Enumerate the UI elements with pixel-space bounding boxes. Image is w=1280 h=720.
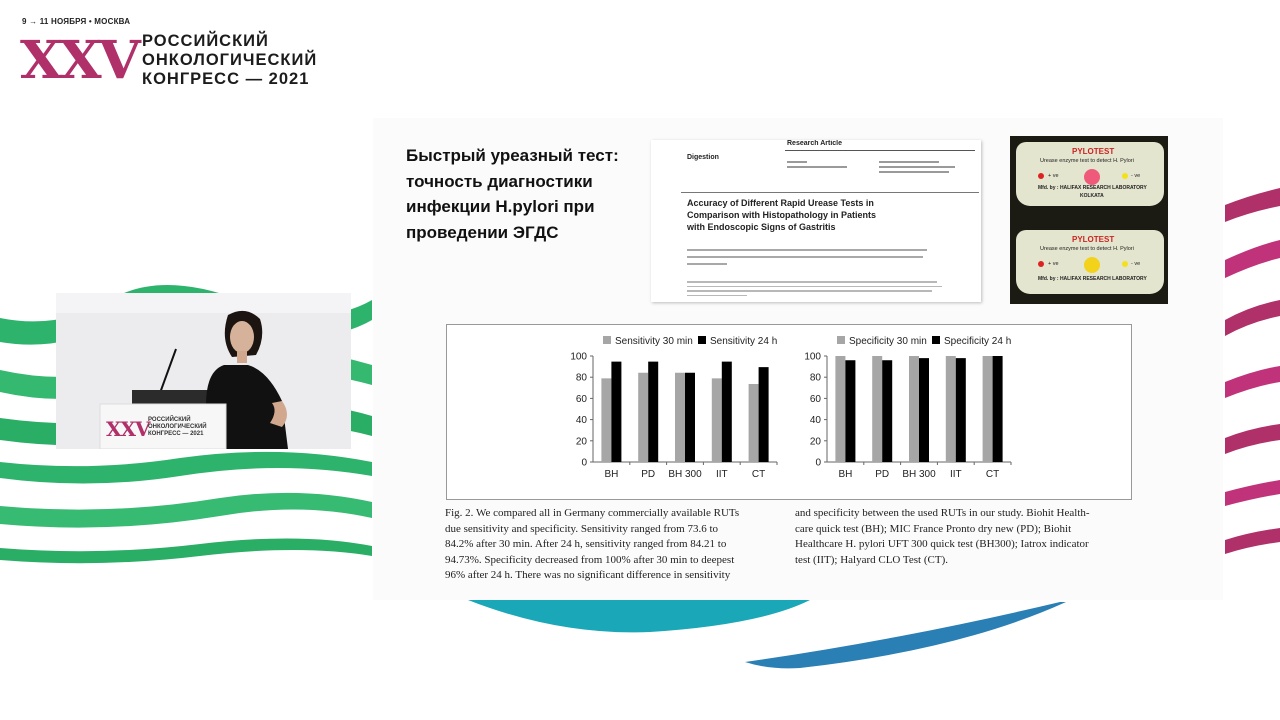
chart-1-legend-label-2: Sensitivity 24 h xyxy=(710,336,778,347)
caption-left-line-2: due sensitivity and specificity. Sensitivity ranged from 73.6 to xyxy=(445,522,719,535)
caption-right-line-3: Healthcare H. pylori UFT 300 quick test (BH300); Iatrox indicator xyxy=(795,538,1089,550)
caption-right-line-1: and specificity between the used RUTs in our study. Biohit Health- xyxy=(795,507,1090,519)
pylotest-maker-2: Mfd. by : HALIFAX RESEARCH LABORATORY xyxy=(1038,276,1147,282)
chart-1-bar-1-pd xyxy=(638,373,648,462)
event-date: 9 → 11 НОЯБРЯ • МОСКВА xyxy=(22,17,131,26)
article-journal: Digestion xyxy=(687,154,719,161)
chart-2-bar-2-pd xyxy=(882,360,892,462)
lectern-title-line-3: КОНГРЕСС — 2021 xyxy=(148,431,204,437)
slide-title-line-4: проведении ЭГДС xyxy=(406,222,559,242)
negative-label-2: - ve xyxy=(1131,261,1141,267)
positive-label-2: + ve xyxy=(1048,261,1059,267)
chart-2-bar-2-bh300 xyxy=(919,358,929,462)
chart-1-bar-2-bh300 xyxy=(685,373,695,462)
lectern-title-line-2: ОНКОЛОГИЧЕСКИЙ xyxy=(148,424,207,430)
article-rule xyxy=(785,150,975,151)
article-type: Research Article xyxy=(787,140,842,147)
congress-title-line-3: КОНГРЕСС — 2021 xyxy=(142,70,310,88)
chart-1-x-tick-label: CT xyxy=(751,469,766,480)
congress-title-line-1: РОССИЙСКИЙ xyxy=(142,32,269,50)
article-thumbnail xyxy=(651,140,981,302)
lectern-title xyxy=(148,417,207,438)
chart-1-legend-label-1: Sensitivity 30 min xyxy=(615,336,693,347)
pylotest-brand: PYLOTEST xyxy=(1072,147,1115,156)
chart-1-bar-2-ct xyxy=(759,367,769,462)
positive-dot-icon-2 xyxy=(1038,261,1044,267)
chart-2-legend-swatch-1 xyxy=(837,336,845,344)
article-rule-2 xyxy=(681,192,979,193)
caption-right-line-4: test (IIT); Halyard CLO Test (CT). xyxy=(795,553,948,566)
chart-1-bar-1-iit xyxy=(712,378,722,462)
chart-2-legend-label-2: Specificity 24 h xyxy=(944,336,1012,347)
caption-left xyxy=(445,506,785,584)
pylotest-photo xyxy=(1010,136,1168,304)
presentation-slide xyxy=(373,118,1223,600)
chart-2-legend-label-1: Specificity 30 min xyxy=(849,336,927,347)
chart-2-y-tick-label: 100 xyxy=(804,351,821,363)
chart-1-legend-swatch-2 xyxy=(698,336,706,344)
article-dates xyxy=(879,158,959,176)
pylotest-brand-2: PYLOTEST xyxy=(1072,235,1115,244)
chart-2-x-tick-label: BH xyxy=(838,469,853,480)
article-title xyxy=(687,197,876,233)
pylotest-city: KOLKATA xyxy=(1080,193,1104,199)
congress-logo: XXV xyxy=(20,30,138,91)
chart-2-x-tick-label: IIT xyxy=(949,469,962,480)
chart-1-bar-2-iit xyxy=(722,362,732,462)
article-title-line-2: Comparison with Histopathology in Patients xyxy=(687,210,877,220)
slide-title-line-3: инфекции H.pylori при xyxy=(406,197,595,216)
chart-1-x-tick-label: PD xyxy=(641,469,656,480)
slide-title xyxy=(406,143,656,245)
test-well-yellow-icon xyxy=(1084,257,1100,273)
article-meta xyxy=(787,158,857,171)
pylotest-instruction: Urease enzyme test to detect H. Pylori xyxy=(1040,158,1134,164)
chart-1-x-tick-label: BH xyxy=(604,469,619,480)
chart-1-legend-swatch-1 xyxy=(603,336,611,344)
speaker-video xyxy=(56,293,351,449)
chart-2-bar-1-ct xyxy=(983,356,993,462)
caption-left-line-4: 94.73%. Specificity decreased from 100% after 30 min to deepest xyxy=(445,553,735,566)
chart-2-bar-1-bh xyxy=(835,356,845,462)
pylotest-maker: Mfd. by : HALIFAX RESEARCH LABORATORY xyxy=(1038,185,1147,191)
article-title-line-1: Accuracy of Different Rapid Urease Tests in xyxy=(687,198,874,208)
chart-1-x-tick-label: IIT xyxy=(715,469,728,480)
chart-2-bar-2-ct xyxy=(993,356,1003,462)
positive-label: + ve xyxy=(1048,173,1059,179)
chart-1-y-tick-label: 100 xyxy=(570,351,587,363)
chart-2-bar-2-iit xyxy=(956,358,966,462)
chart-1-x-tick-label: BH 300 xyxy=(668,469,702,480)
article-title-line-3: with Endoscopic Signs of Gastritis xyxy=(687,222,836,232)
chart-1-y-tick-label: 0 xyxy=(581,457,587,469)
positive-dot-icon xyxy=(1038,173,1044,179)
chart-2-x-tick-label: BH 300 xyxy=(902,469,936,480)
bar-charts xyxy=(447,325,1131,499)
slide-title-line-2: точность диагностики xyxy=(406,171,593,191)
negative-dot-icon xyxy=(1122,173,1128,179)
chart-1-bar-1-bh xyxy=(601,378,611,462)
chart-1-bar-1-bh300 xyxy=(675,373,685,462)
lectern-logo: XXV xyxy=(106,417,150,441)
negative-label: - ve xyxy=(1131,173,1141,179)
chart-1-bar-2-pd xyxy=(648,362,658,462)
chart-2-x-tick-label: CT xyxy=(985,469,1000,480)
test-well-pink-icon xyxy=(1084,169,1100,185)
chart-2-y-tick-label: 80 xyxy=(809,372,821,384)
chart-2-bar-2-bh xyxy=(845,360,855,462)
caption-left-line-1: Fig. 2. We compared all in Germany commercially available RUTs xyxy=(445,507,740,519)
chart-1-bar-2-bh xyxy=(611,362,621,462)
caption-left-line-3: 84.2% after 30 min. After 24 h, sensitivity ranged from 84.21 to xyxy=(445,538,727,550)
pylotest-strip-1 xyxy=(1016,142,1164,206)
pylotest-instruction-2: Urease enzyme test to detect H. Pylori xyxy=(1040,246,1134,252)
chart-2-legend-swatch-2 xyxy=(932,336,940,344)
chart-2-y-tick-label: 20 xyxy=(809,436,821,448)
chart-1-y-tick-label: 80 xyxy=(575,372,587,384)
chart-1-bar-1-ct xyxy=(749,384,759,462)
congress-title xyxy=(142,32,317,89)
congress-title-line-2: ОНКОЛОГИЧЕСКИЙ xyxy=(142,51,318,69)
caption-left-line-5: 96% after 24 h. There was no significant difference in sensitivity xyxy=(445,569,731,581)
chart-1-y-tick-label: 20 xyxy=(575,436,587,448)
chart-2-y-tick-label: 0 xyxy=(815,457,821,469)
negative-dot-icon-2 xyxy=(1122,261,1128,267)
chart-1-y-tick-label: 40 xyxy=(575,415,587,427)
pylotest-strip-2 xyxy=(1016,230,1164,294)
caption-right xyxy=(795,506,1135,568)
article-authors xyxy=(687,244,937,270)
chart-2-bar-1-iit xyxy=(946,356,956,462)
article-affiliations xyxy=(687,278,947,299)
chart-2-bar-1-pd xyxy=(872,356,882,462)
chart-2-y-tick-label: 40 xyxy=(809,415,821,427)
chart-2-x-tick-label: PD xyxy=(875,469,890,480)
lectern-title-line-1: РОССИЙСКИЙ xyxy=(148,417,191,423)
chart-1-y-tick-label: 60 xyxy=(575,393,587,405)
slide-title-line-1: Быстрый уреазный тест: xyxy=(406,146,619,165)
figure-charts xyxy=(446,324,1132,500)
caption-right-line-2: care quick test (BH); MIC France Pronto dry new (PD); Biohit xyxy=(795,522,1072,535)
chart-2-y-tick-label: 60 xyxy=(809,393,821,405)
chart-2-bar-1-bh300 xyxy=(909,356,919,462)
